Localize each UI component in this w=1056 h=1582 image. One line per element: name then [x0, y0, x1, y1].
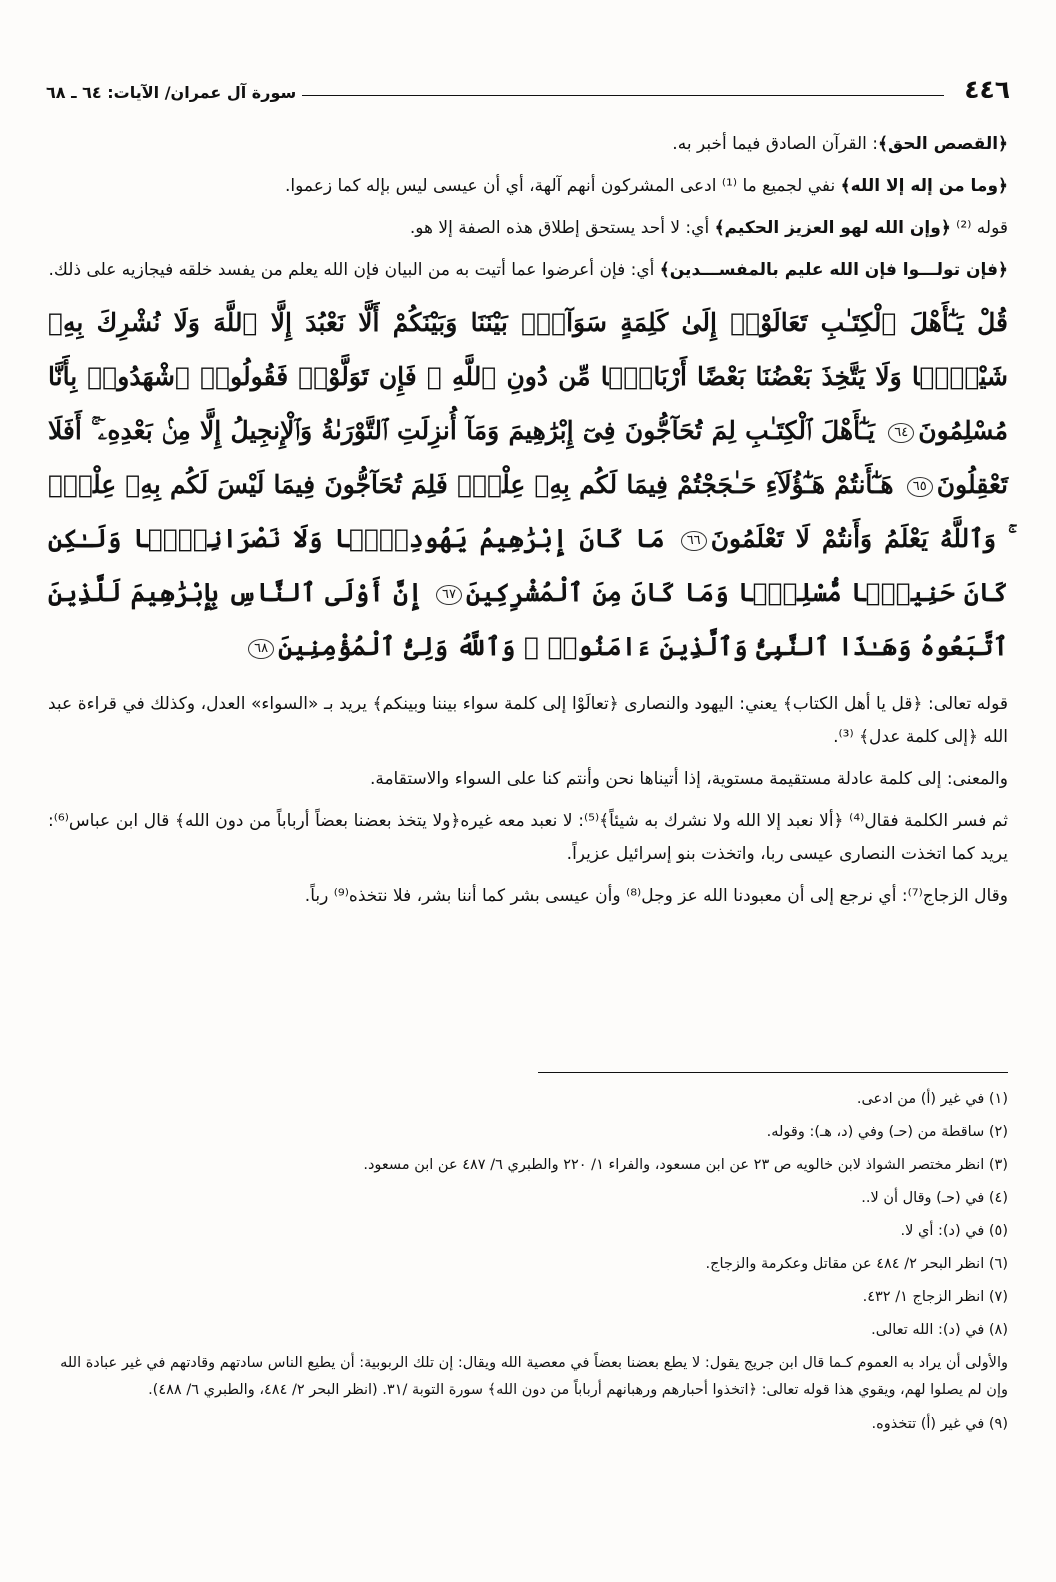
quoted-phrase: ﴿وإن الله لهو العزيز الحكيم﴾ — [714, 218, 951, 238]
quoted-phrase: ﴿فإن تولـــوا فإن الله عليم بالمفســـدين﴾ — [659, 260, 1008, 280]
verse-number-marker: ٦٥ — [907, 477, 933, 497]
paragraph-text: أي: لا أحد يستحق إطلاق هذه الصفة إلا هو. — [409, 218, 715, 238]
main-text — [48, 128, 1008, 922]
footnote: (٤) في (حـ) وقال أن لا.. — [861, 1190, 1008, 1206]
footnote-separator — [538, 1072, 1008, 1073]
paragraph-ilah — [48, 170, 1008, 203]
paragraph-text: : القرآن الصادق فيما أخبر به. — [672, 134, 878, 154]
verse-number-marker: ٦٧ — [436, 585, 462, 605]
footnote: (٩) في غير (أ) تتخذوه. — [871, 1416, 1008, 1432]
verse-66: هَـٰٓأَنتُمْ هَـٰٓؤُلَآءِ حَـٰجَجْتُمْ فِيمَا لَكُم بِهِۦ عِلْمٌۭ فَلِمَ تُحَآجُّونَ فِيمَا لَيْسَ لَكُم بِهِۦ عِلْمٌۭ ۚ وَٱللَّهُ يَعْلَمُ وَأَنتُمْ لَا تَعْلَمُونَ — [48, 470, 1008, 553]
verse-65: يَـٰٓأَهْلَ ٱلْكِتَـٰبِ لِمَ تُحَآجُّونَ فِىٓ إِبْرَٰهِيمَ وَمَآ أُنزِلَتِ ٱلتَّوْرَىٰةُ وَٱلْإِنجِيلُ إِلَّا مِنۢ بَعْدِهِۦٓ ۚ أَفَلَا تَعْقِلُونَ — [48, 416, 1008, 499]
footnote: (٨) في (د): الله تعالى. — [871, 1322, 1008, 1338]
footnote: (٣) انظر مختصر الشواذ لابن خالويه ص ٢٣ عن ابن مسعود، والفراء ١/ ٢٢٠ والطبري ٦/ ٤٨٧ عن ابن مسعود. — [363, 1157, 1008, 1173]
quran-verses — [48, 296, 1008, 674]
header-rule — [302, 95, 944, 96]
footnote: (٥) في (د): أي لا. — [900, 1223, 1008, 1239]
quoted-phrase: ﴿وما من إله إلا الله﴾ — [840, 176, 1008, 196]
paragraph-intro: قوله ⁽²⁾ — [950, 218, 1008, 238]
tafsir-paragraph: والمعنى: إلى كلمة عادلة مستقيمة مستوية، إذا أتيناها نحن وأنتم كنا على السواء والاستقامة. — [369, 769, 1008, 789]
footnote: (١) في غير (أ) من ادعى. — [856, 1091, 1008, 1107]
paragraph-qasas — [48, 128, 1008, 161]
verse-68: إِنَّ أَوْلَى ٱلنَّاسِ بِإِبْرَٰهِيمَ لَلَّذِينَ ٱتَّبَعُوهُ وَهَـٰذَا ٱلنَّبِىُّ وَٱلَّذِينَ ءَامَنُوا۟ ۗ وَٱللَّهُ وَلِىُّ ٱلْمُؤْمِنِينَ — [48, 578, 1008, 661]
paragraph-aziz — [48, 212, 1008, 245]
verse-number-marker: ٦٨ — [248, 639, 274, 659]
verse-64: قُلْ يَـٰٓأَهْلَ ٱلْكِتَـٰبِ تَعَالَوْا۟ إِلَىٰ كَلِمَةٍ سَوَآءٍۭ بَيْنَنَا وَبَيْنَكُمْ أَلَّا نَعْبُدَ إِلَّا ٱللَّهَ وَلَا نُشْرِكَ بِهِۦ شَيْـًۭٔا وَلَا يَتَّخِذَ بَعْضُنَا بَعْضًا أَرْبَابًۭا مِّن دُونِ ٱللَّهِ ۚ فَإِن تَوَلَّوْا۟ فَقُولُوا۟ ٱشْهَدُوا۟ بِأَنَّا مُسْلِمُونَ — [48, 308, 1008, 445]
paragraph-text: نفي لجميع ما ⁽¹⁾ ادعى المشركون أنهم آلهة، أي أن عيسى ليس بإله كما زعموا. — [285, 176, 841, 196]
verse-67: مَا كَانَ إِبْرَٰهِيمُ يَهُودِيًّۭا وَلَا نَصْرَانِيًّۭا وَلَـٰكِن كَانَ حَنِيفًۭا مُّسْلِمًۭا وَمَا كَانَ مِنَ ٱلْمُشْرِكِينَ — [48, 524, 1008, 607]
tafsir-paragraph: وقال الزجاج⁽⁷⁾: أي نرجع إلى أن معبودنا الله عز وجل⁽⁸⁾ وأن عيسى بشر كما أننا بشر، فلا نتخذه⁽⁹⁾ رباً. — [304, 886, 1008, 906]
footnote-continuation: والأولى أن يراد به العموم كـما قال ابن جريج يقول: لا يطع بعضنا بعضاً في معصية الله ويقال: إن تلك الربوبية: أن يطيع الناس سادتهم وقادتهم في غير عبادة الله وإن لم يصلوا لهم، ويقوي هذا قوله تعالى: ﴿اتخذوا أحبارهم ورهبانهم أرباباً من دون الله﴾ سورة التوبة /٣١. (انظر البحر ٢/ ٤٨٤، والطبري ٦/ ٤٨٨). — [60, 1355, 1008, 1398]
running-title: سورة آل عمران/ الآيات: ٦٤ ـ ٦٨ — [46, 83, 297, 102]
footnote: (٢) ساقطة من (حـ) وفي (د، هـ): وقوله. — [766, 1124, 1008, 1140]
tafsir-paragraph: ثم فسر الكلمة فقال⁽⁴⁾ ﴿ألا نعبد إلا الله ولا نشرك به شيئاً﴾⁽⁵⁾: لا نعبد معه غيره﴿ولا يتخذ بعضنا بعضاً أرباباً من دون الله﴾ قال ابن عباس⁽⁶⁾: يريد كما اتخذت النصارى عيسى ربا، واتخذت بنو إسرائيل عزيراً. — [48, 811, 1008, 864]
tafsir-paragraph: قوله تعالى: ﴿قل يا أهل الكتاب﴾ يعني: اليهود والنصارى ﴿تعالَوْا إلى كلمة سواء بيننا وبينكم﴾ يريد بـ «السواء» العدل، وكذلك في قراءة عبد الله ﴿إلى كلمة عدل﴾ ⁽³⁾. — [48, 694, 1008, 747]
page-header — [46, 66, 1010, 102]
verse-number-marker: ٦٦ — [681, 531, 707, 551]
footnote: (٧) انظر الزجاج ١/ ٤٣٢. — [862, 1289, 1008, 1305]
quoted-phrase: ﴿القصص الحق﴾ — [877, 134, 1008, 154]
page-number: ٤٤٦ — [964, 75, 1010, 104]
footnote: (٦) انظر البحر ٢/ ٤٨٤ عن مقاتل وعكرمة والزجاج. — [705, 1256, 1008, 1272]
paragraph-tawallaw — [48, 254, 1008, 287]
verse-number-marker: ٦٤ — [888, 423, 914, 443]
footnotes — [52, 1086, 1008, 1444]
paragraph-text: أي: فإن أعرضوا عما أتيت به من البيان فإن الله يعلم من يفسد خلقه فيجازيه على ذلك. — [48, 260, 660, 280]
